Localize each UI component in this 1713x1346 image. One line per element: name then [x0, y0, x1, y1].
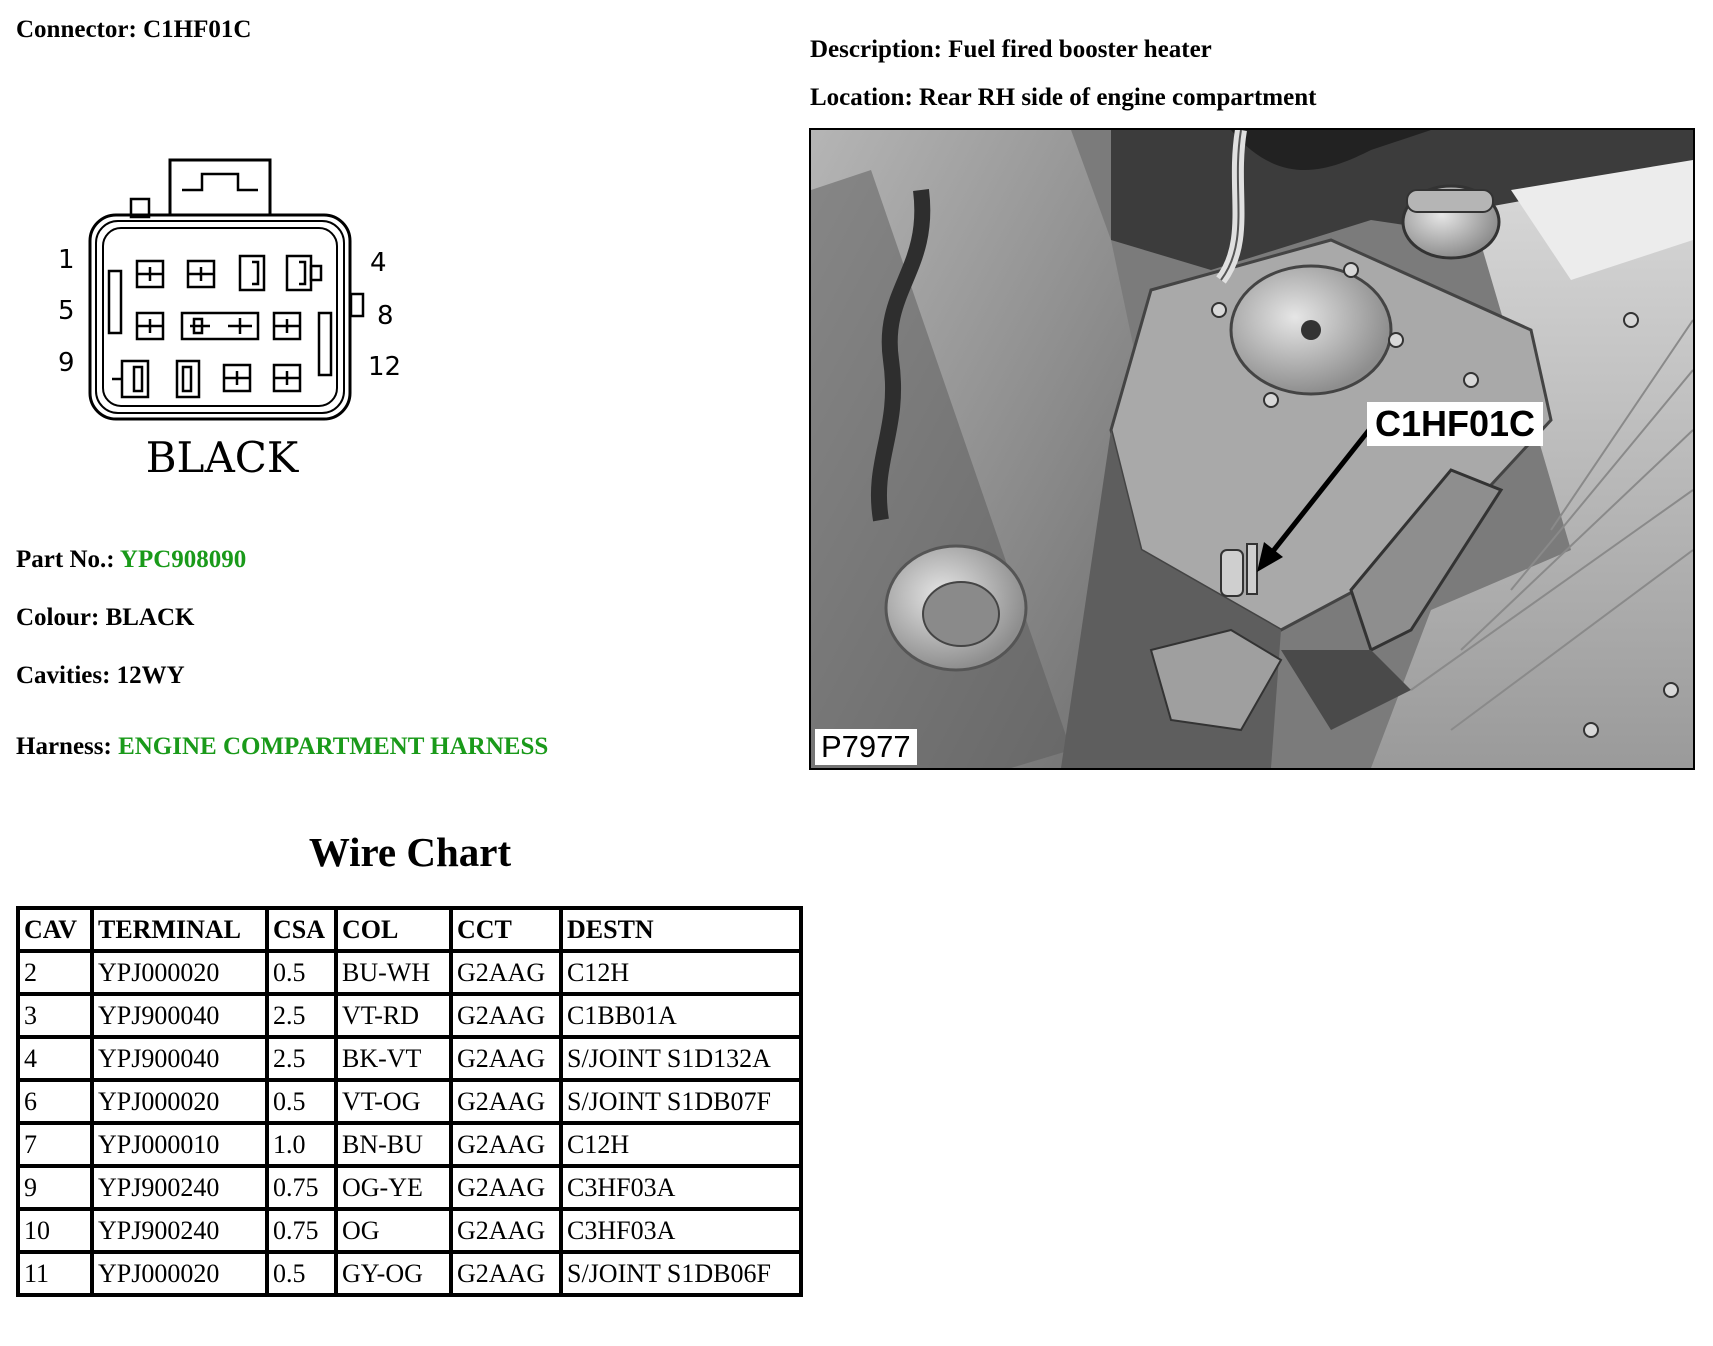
cell-cav: 3 — [18, 994, 92, 1037]
cell-csa: 2.5 — [267, 994, 336, 1037]
cell-cav: 2 — [18, 951, 92, 994]
cell-cct: G2AAG — [451, 1080, 561, 1123]
cell-terminal: YPJ900240 — [92, 1166, 267, 1209]
table-row — [18, 1037, 801, 1080]
cavities-label: Cavities: — [16, 662, 111, 689]
cell-csa: 2.5 — [267, 1037, 336, 1080]
cell-cav: 9 — [18, 1166, 92, 1209]
description-line — [810, 36, 1212, 64]
description-label: Description: — [810, 36, 942, 63]
cell-terminal: YPJ000020 — [92, 1252, 267, 1295]
wire-chart-title: Wire Chart — [308, 829, 512, 875]
table-header-row — [18, 908, 801, 951]
cell-destn: C1BB01A — [561, 994, 801, 1037]
cell-terminal: YPJ000010 — [92, 1123, 267, 1166]
part-number-line — [16, 546, 246, 574]
location-value: Rear RH side of engine compartment — [919, 84, 1317, 111]
location-photo — [809, 128, 1695, 770]
cell-col: VT-OG — [336, 1080, 451, 1123]
pin-label-12: 12 — [368, 352, 402, 382]
cell-col: OG-YE — [336, 1166, 451, 1209]
cell-col: GY-OG — [336, 1252, 451, 1295]
cell-csa: 0.75 — [267, 1166, 336, 1209]
part-number-value: YPC908090 — [119, 546, 247, 573]
photo-reference-label: P7977 — [815, 729, 917, 765]
cell-csa: 0.5 — [267, 951, 336, 994]
cell-cav: 6 — [18, 1080, 92, 1123]
cell-col: BU-WH — [336, 951, 451, 994]
cell-cct: G2AAG — [451, 1209, 561, 1252]
location-label: Location: — [810, 84, 913, 111]
cell-destn: C3HF03A — [561, 1209, 801, 1252]
header-cav: CAV — [18, 908, 92, 951]
pin-label-5: 5 — [58, 296, 75, 326]
cell-cav: 10 — [18, 1209, 92, 1252]
cell-cct: G2AAG — [451, 1166, 561, 1209]
cavities-line — [16, 662, 185, 690]
cell-csa: 0.5 — [267, 1252, 336, 1295]
description-value: Fuel fired booster heater — [948, 36, 1212, 63]
cell-col: VT-RD — [336, 994, 451, 1037]
wire-chart-table — [16, 906, 803, 1297]
colour-label: Colour: — [16, 604, 100, 631]
harness-line — [16, 733, 548, 761]
header-col: COL — [336, 908, 451, 951]
cell-destn: C12H — [561, 1123, 801, 1166]
cell-terminal: YPJ000020 — [92, 1080, 267, 1123]
pin-label-9: 9 — [58, 348, 75, 378]
pin-label-1: 1 — [58, 245, 75, 275]
header-cct: CCT — [451, 908, 561, 951]
connector-line — [16, 16, 251, 44]
cell-cav: 4 — [18, 1037, 92, 1080]
cell-destn: S/JOINT S1DB07F — [561, 1080, 801, 1123]
harness-label: Harness: — [16, 733, 112, 760]
cell-cav: 7 — [18, 1123, 92, 1166]
table-row — [18, 951, 801, 994]
connector-pinout-diagram — [52, 150, 412, 490]
part-number-label: Part No.: — [16, 546, 115, 573]
colour-line — [16, 604, 194, 632]
header-csa: CSA — [267, 908, 336, 951]
cell-terminal: YPJ900040 — [92, 1037, 267, 1080]
table-row — [18, 1166, 801, 1209]
table-row — [18, 1080, 801, 1123]
cell-cct: G2AAG — [451, 1123, 561, 1166]
harness-value: ENGINE COMPARTMENT HARNESS — [118, 733, 549, 760]
header-terminal: TERMINAL — [92, 908, 267, 951]
cell-terminal: YPJ900040 — [92, 994, 267, 1037]
pin-label-4: 4 — [370, 248, 387, 278]
photo-callout-label: C1HF01C — [1367, 402, 1543, 446]
connector-label: Connector: — [16, 16, 137, 43]
cell-csa: 0.75 — [267, 1209, 336, 1252]
pin-label-8: 8 — [377, 301, 394, 331]
table-row — [18, 1252, 801, 1295]
table-row — [18, 1123, 801, 1166]
cell-destn: C3HF03A — [561, 1166, 801, 1209]
cell-csa: 0.5 — [267, 1080, 336, 1123]
cell-col: OG — [336, 1209, 451, 1252]
cell-col: BK-VT — [336, 1037, 451, 1080]
cell-cct: G2AAG — [451, 994, 561, 1037]
location-line — [810, 84, 1316, 112]
cell-col: BN-BU — [336, 1123, 451, 1166]
cell-terminal: YPJ900240 — [92, 1209, 267, 1252]
engine-bay-illustration — [811, 130, 1693, 768]
cell-destn: S/JOINT S1D132A — [561, 1037, 801, 1080]
wire-chart-body — [18, 951, 801, 1295]
cell-destn: C12H — [561, 951, 801, 994]
header-destn: DESTN — [561, 908, 801, 951]
connector-value: C1HF01C — [143, 16, 252, 43]
cell-cct: G2AAG — [451, 1252, 561, 1295]
cavities-value: 12WY — [116, 662, 185, 689]
cell-destn: S/JOINT S1DB06F — [561, 1252, 801, 1295]
connector-colour-label: BLACK — [145, 433, 299, 482]
table-row — [18, 994, 801, 1037]
cell-csa: 1.0 — [267, 1123, 336, 1166]
colour-value: BLACK — [105, 604, 195, 631]
cell-cct: G2AAG — [451, 951, 561, 994]
cell-terminal: YPJ000020 — [92, 951, 267, 994]
table-row — [18, 1209, 801, 1252]
cell-cav: 11 — [18, 1252, 92, 1295]
cell-cct: G2AAG — [451, 1037, 561, 1080]
